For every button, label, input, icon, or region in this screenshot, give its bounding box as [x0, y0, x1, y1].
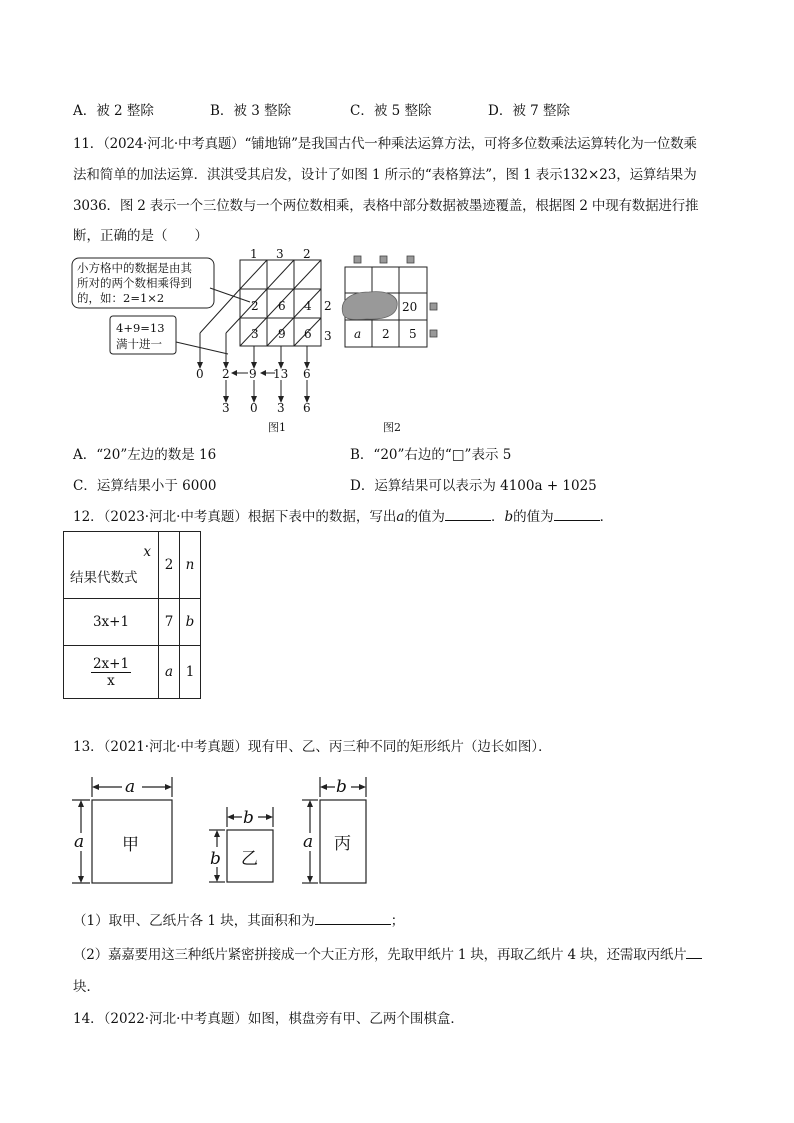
shape-bing-top-label: b	[336, 777, 347, 797]
table-row1-expr: 3x+1	[64, 599, 159, 646]
q10-option-a: A．被 2 整除	[73, 103, 154, 119]
fig1-callout2-text: 4+9=13	[116, 321, 165, 335]
q13-paper-shapes	[70, 775, 370, 890]
shape-jia-side-label: a	[74, 832, 85, 852]
shape-jia-top-label: a	[125, 777, 136, 797]
q11-line-1: 11．（2024·河北·中考真题）“铺地锦”是我国古代一种乘法运算方法，可将多位数乘法运算转化为一位数乘	[73, 136, 697, 152]
fig1-callout2-text: 满十进一	[116, 337, 162, 351]
fig1-cell: 2	[251, 299, 259, 313]
q10-option-d: D．被 7 整除	[488, 103, 570, 119]
fig1-mid-number: 6	[303, 367, 311, 381]
fig2-cell-5: 5	[409, 327, 417, 341]
table-col-n: n	[180, 532, 201, 599]
q13-sub1: （1）取甲、乙纸片各 1 块，其面积和为 ；	[73, 913, 405, 929]
figure-1-lattice	[60, 248, 350, 438]
table-col-2: 2	[159, 532, 180, 599]
shape-yi-name: 乙	[241, 849, 258, 869]
fig1-top-digit: 2	[303, 248, 311, 261]
fig1-cell: 6	[278, 299, 286, 313]
fig1-right-digit: 2	[324, 299, 332, 313]
q11-option-c: C．运算结果小于 6000	[73, 478, 217, 494]
fig1-caption: 图1	[268, 421, 286, 434]
fig2-caption: 图2	[383, 421, 401, 434]
table-row2-v2: a	[159, 646, 180, 699]
shape-bing-side-label: a	[303, 832, 314, 852]
fig1-right-digit: 3	[324, 329, 332, 343]
table-row1-vn: b	[180, 599, 201, 646]
fig1-result-digit: 3	[222, 401, 230, 415]
q13-sub2-end: 块．	[73, 979, 100, 995]
table-row1-v2: 7	[159, 599, 180, 646]
fig1-result-digit: 3	[277, 401, 285, 415]
fig1-mid-number: 2	[222, 367, 230, 381]
q10-option-c: C．被 5 整除	[350, 103, 432, 119]
shape-yi-side-label: b	[210, 849, 221, 869]
fig1-callout-text: 小方格中的数据是由其	[77, 261, 192, 275]
shape-yi-top-label: b	[243, 808, 254, 828]
ink-blot	[342, 292, 397, 320]
fig1-cell: 4	[304, 299, 312, 313]
fig1-mid-number: 0	[196, 367, 204, 381]
fig1-callout-text: 所对的两个数相乘得到	[77, 276, 192, 290]
table-header-corner: x 结果代数式	[64, 532, 159, 599]
q13-sub2: （2）嘉嘉要用这三种纸片紧密拼接成一个大正方形，先取甲纸片 1 块，再取乙纸片 4 块，还需取丙纸片	[73, 946, 702, 964]
fig1-callout-text: 的，如：2=1×2	[77, 291, 165, 305]
table-row2-fraction: $\frac{2x+1}{x}$	[64, 646, 159, 699]
figure-2-lattice	[335, 248, 445, 438]
table-row2-vn: 1	[180, 646, 201, 699]
fig2-cell-2: 2	[382, 327, 390, 341]
q11-line-3: 3036．图 2 表示一个三位数与一个两位数相乘，表格中部分数据被墨迹覆盖，根据图 2 中现有数据进行推	[73, 198, 699, 214]
q12-stem: 12．（2023·河北·中考真题）根据下表中的数据，写出a的值为 ．b的值为 ．	[73, 509, 614, 525]
fig1-top-digit: 3	[276, 248, 284, 261]
q11-option-a: A．“20”左边的数是 16	[73, 447, 217, 463]
shape-bing-name: 丙	[334, 834, 351, 854]
q11-line-2: 法和简单的加法运算．淇淇受其启发，设计了如图 1 所示的“表格算法”，图 1 表示132×23，运算结果为	[73, 167, 697, 183]
fig1-mid-number: 13	[273, 367, 289, 381]
q12-table	[63, 531, 201, 699]
q11-option-d: D．运算结果可以表示为 4100a + 1025	[350, 478, 597, 494]
fig1-cell: 6	[304, 327, 312, 341]
q11-line-4: 断，正确的是（ ）	[73, 228, 208, 244]
fig2-cell-20: 20	[402, 300, 418, 314]
q11-option-b: B．“20”右边的“□”表示 5	[350, 447, 512, 463]
q14-stem: 14．（2022·河北·中考真题）如图，棋盘旁有甲、乙两个围棋盒．	[73, 1011, 464, 1027]
fig1-top-digit: 1	[250, 248, 258, 261]
shape-jia-name: 甲	[122, 835, 139, 855]
q13-stem: 13．（2021·河北·中考真题）现有甲、乙、丙三种不同的矩形纸片（边长如图）．	[73, 739, 552, 755]
fig1-result-digit: 0	[250, 401, 258, 415]
fig1-result-digit: 6	[303, 401, 311, 415]
q10-option-b: B．被 3 整除	[210, 103, 292, 119]
fig1-cell: 9	[278, 327, 286, 341]
fig2-cell-a: a	[354, 327, 362, 341]
fig1-mid-number: 9	[249, 367, 257, 381]
fig1-cell: 3	[251, 327, 259, 341]
